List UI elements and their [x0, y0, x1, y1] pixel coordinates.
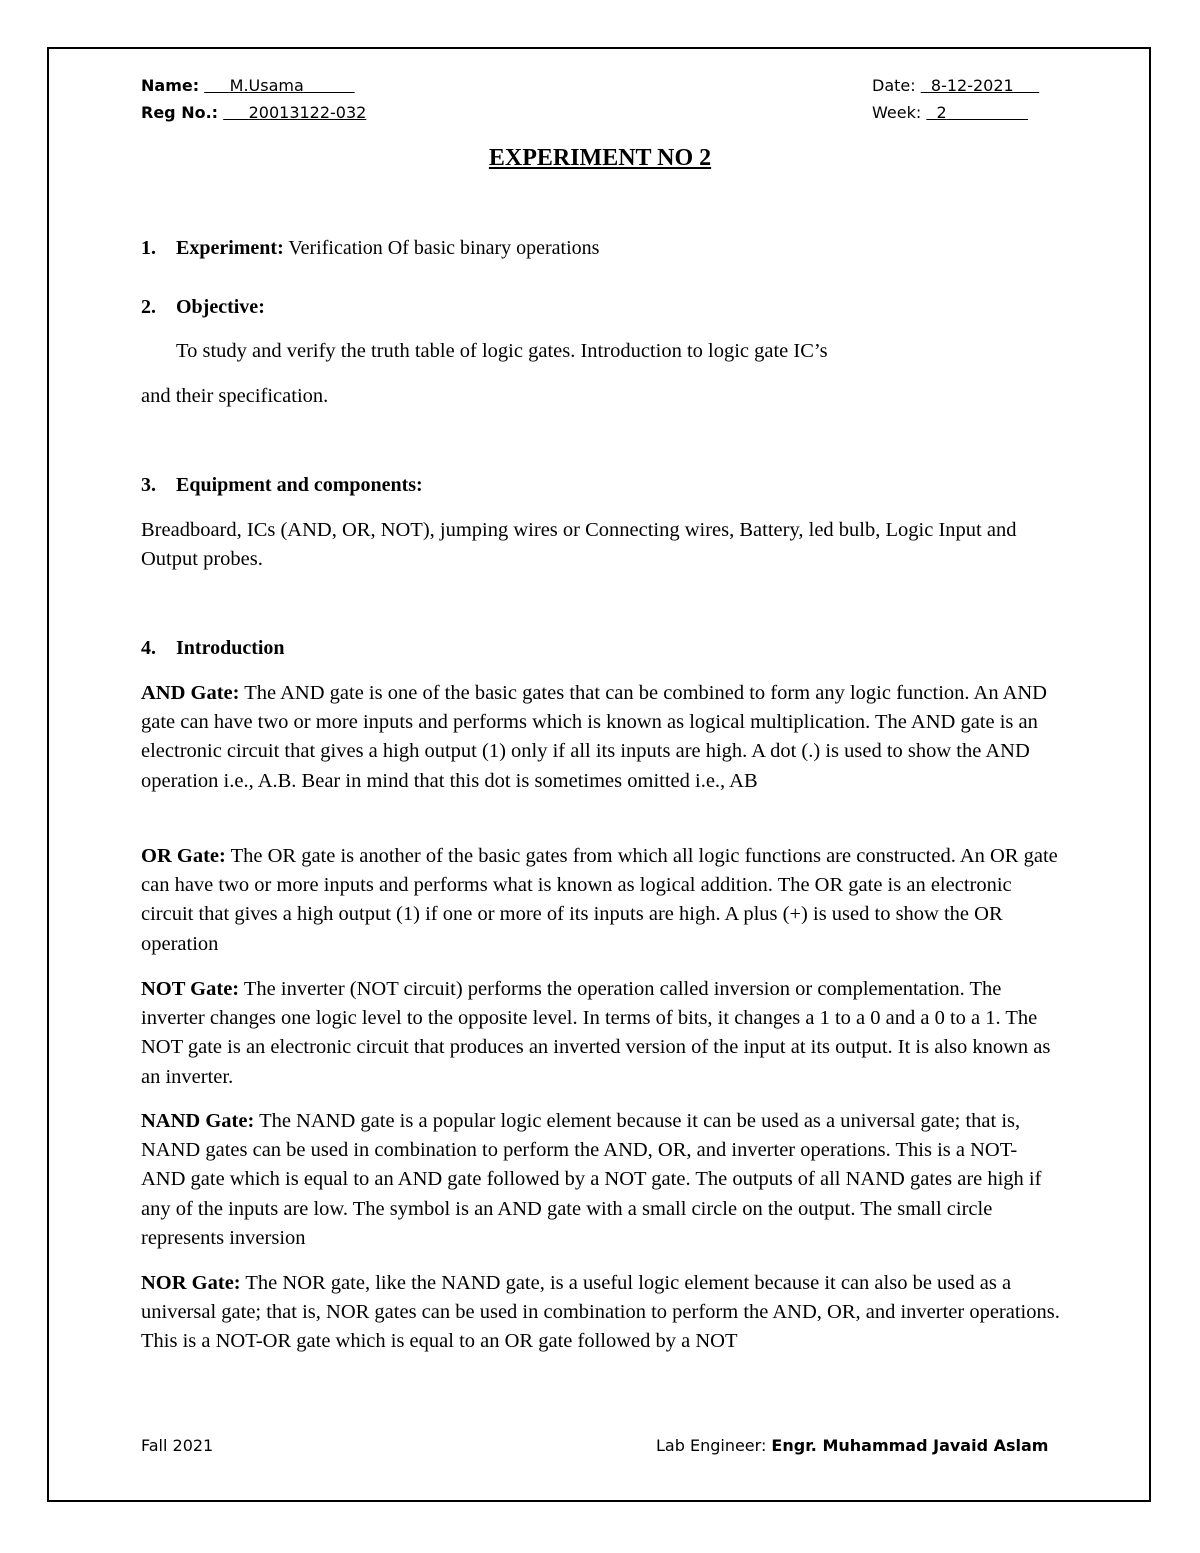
section-objective [141, 296, 265, 319]
gate-label: NOT Gate: [141, 978, 240, 1000]
section-label: Experiment: [176, 237, 284, 259]
week-value: 2 [936, 103, 947, 122]
equipment-text: Breadboard, ICs (AND, OR, NOT), jumping wires or Connecting wires, Battery, led bulb, Logic Input and Output probes. [141, 519, 1017, 571]
gate-text: The AND gate is one of the basic gates that can be combined to form any logic function. An AND gate can have two or more inputs and performs which is known as logical multiplication. The AND gate is an electronic circuit that gives a high output (1) only if all its inputs are high. A dot (.) is used to show the AND operation i.e., A.B. Bear in mind that this dot is sometimes omitted i.e., AB [141, 682, 1047, 792]
gate-label: NAND Gate: [141, 1110, 255, 1132]
reg-row [141, 103, 366, 122]
objective-line-1: To study and verify the truth table of logic gates. Introduction to logic gate IC’s [176, 340, 828, 362]
or-gate-paragraph [141, 842, 1061, 959]
gate-text: The NOR gate, like the NAND gate, is a useful logic element because it can also be used as a universal gate; that is, NOR gates can be used in combination to perform the AND, OR, and inverter operations. This is a NOT-OR gate which is equal to an OR gate followed by a NOT [141, 1272, 1060, 1353]
date-value: 8-12-2021 [930, 76, 1014, 95]
section-introduction [141, 637, 285, 660]
gate-label: AND Gate: [141, 682, 240, 704]
section-label: Equipment and components: [176, 474, 423, 496]
not-gate-paragraph [141, 975, 1061, 1092]
objective-line-2: and their specification. [141, 385, 329, 407]
footer-term: Fall 2021 [141, 1436, 214, 1455]
name-value: M.Usama [229, 76, 304, 95]
and-gate-paragraph [141, 679, 1061, 796]
section-label: Objective: [176, 296, 265, 318]
section-experiment [141, 237, 599, 260]
name-row [141, 76, 355, 95]
footer-engineer [656, 1436, 1048, 1455]
section-label: Introduction [176, 637, 285, 659]
gate-label: NOR Gate: [141, 1272, 241, 1294]
experiment-text: Verification Of basic binary operations [288, 237, 600, 259]
section-number: 1. [141, 237, 156, 259]
nand-gate-paragraph [141, 1107, 1061, 1253]
section-number: 4. [141, 637, 156, 659]
gate-text: The OR gate is another of the basic gates from which all logic functions are constructed. An OR gate can have two or more inputs and performs what is known as logical addition. The OR gate is an electronic circuit that gives a high output (1) if one or more of its inputs are high. A plus (+) is used to show the OR operation [141, 845, 1058, 955]
gate-label: OR Gate: [141, 845, 226, 867]
week-label: Week: [872, 103, 922, 122]
section-number: 2. [141, 296, 156, 318]
gate-text: The NAND gate is a popular logic element because it can be used as a universal gate; that is, NAND gates can be used in combination to perform the AND, OR, and inverter operations. This is a NOT-AND gate which is equal to an AND gate followed by a NOT gate. The outputs of all NAND gates are high if any of the inputs are low. The symbol is an AND gate with a small circle on the output. The small circle represents inversion [141, 1110, 1042, 1249]
nor-gate-paragraph [141, 1269, 1061, 1357]
section-number: 3. [141, 474, 156, 496]
reg-label: Reg No.: [141, 103, 219, 122]
date-row [872, 76, 1039, 95]
gate-text: The inverter (NOT circuit) performs the operation called inversion or complementation. The inverter changes one logic level to the opposite level. In terms of bits, it changes a 1 to a 0 and a 0 to a 1. The NOT gate is an electronic circuit that produces an inverted version of the input at its output. It is also known as an inverter. [141, 978, 1051, 1088]
week-row [872, 103, 1028, 122]
name-label: Name: [141, 76, 200, 95]
page-title: EXPERIMENT NO 2 [488, 145, 712, 171]
section-equipment [141, 474, 423, 497]
engineer-name: Engr. Muhammad Javaid Aslam [771, 1436, 1049, 1455]
reg-value: 20013122-032 [248, 103, 367, 122]
engineer-label: Lab Engineer: [656, 1436, 767, 1455]
date-label: Date: [872, 76, 916, 95]
